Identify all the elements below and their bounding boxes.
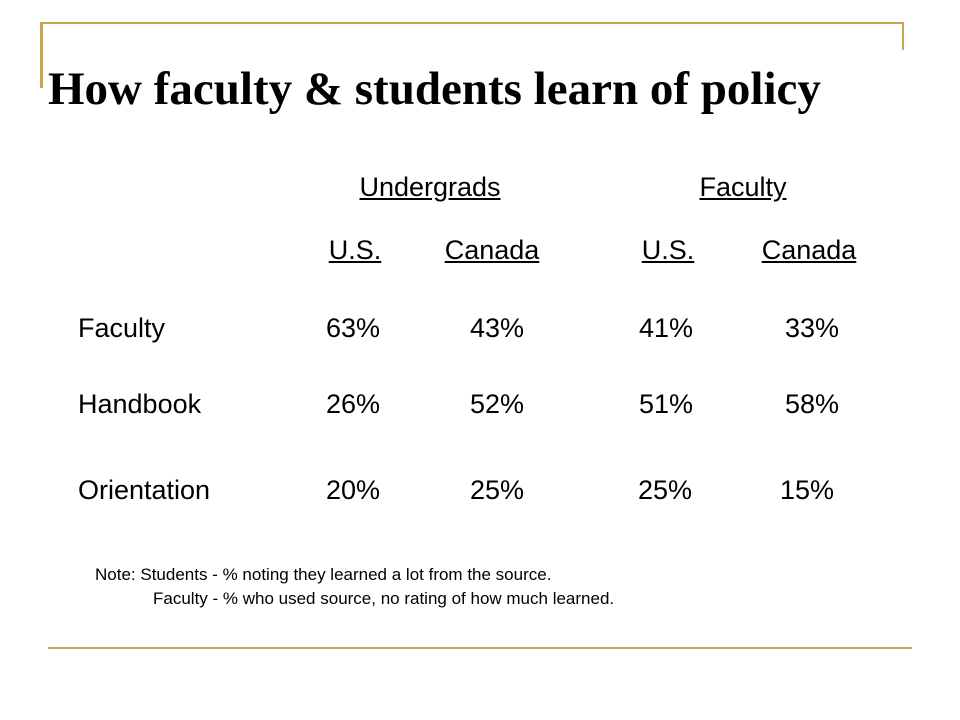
table-cell: 26% <box>325 389 381 419</box>
table-cell: 52% <box>469 389 525 419</box>
table-cell: 58% <box>784 389 840 419</box>
footnote-line-faculty: Faculty - % who used source, no rating of how much learned. <box>153 589 615 608</box>
footnote-line-students: Note: Students - % noting they learned a lot from the source. <box>95 565 552 584</box>
table-cell: 41% <box>638 313 694 343</box>
table-cell: 51% <box>638 389 694 419</box>
table-cell: 33% <box>784 313 840 343</box>
subheader-undergrads-canada: Canada <box>444 235 540 265</box>
decorative-vertical-rule <box>40 22 43 88</box>
table-cell: 43% <box>469 313 525 343</box>
row-label: Faculty <box>78 313 166 343</box>
table-cell: 63% <box>325 313 381 343</box>
table-cell: 20% <box>325 475 381 505</box>
table-cell: 25% <box>637 475 693 505</box>
slide-title: How faculty & students learn of policy <box>48 63 821 115</box>
table-cell: 25% <box>469 475 525 505</box>
table-cell: 15% <box>779 475 835 505</box>
group-header-faculty: Faculty <box>699 172 787 202</box>
row-label: Handbook <box>78 389 202 419</box>
decorative-top-rule <box>40 22 904 24</box>
subheader-undergrads-us: U.S. <box>328 235 382 265</box>
subheader-faculty-us: U.S. <box>641 235 695 265</box>
footnote <box>95 563 614 611</box>
row-label: Orientation <box>78 475 211 505</box>
subheader-faculty-canada: Canada <box>761 235 857 265</box>
decorative-bottom-rule <box>48 647 912 649</box>
decorative-top-rule-end <box>902 22 904 50</box>
group-header-undergrads: Undergrads <box>359 172 501 202</box>
